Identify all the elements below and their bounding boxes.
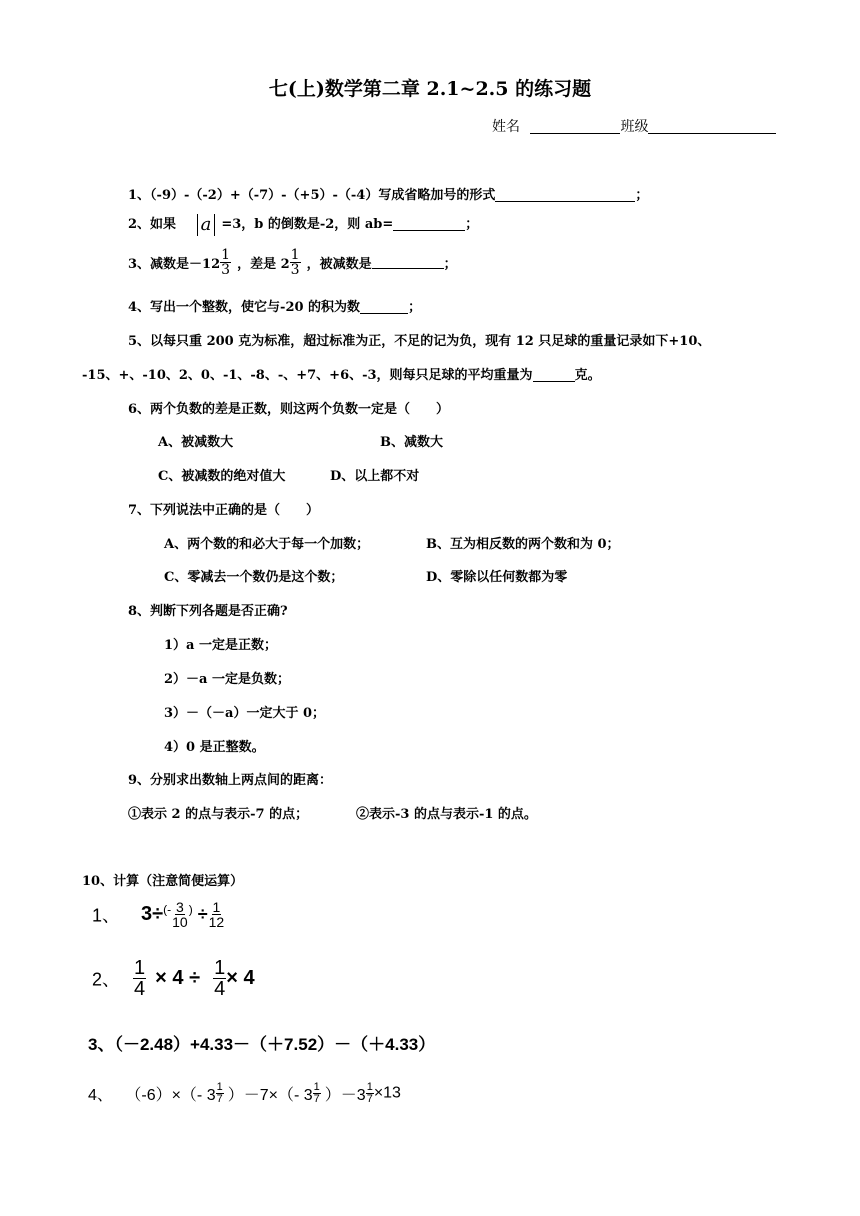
fraction-one-seventh-b: $\frac{1}{7}$	[313, 1081, 320, 1105]
calc-4-index: 4、	[88, 1087, 113, 1104]
question-9-stem: 9、分别求出数轴上两点间的距离：	[128, 773, 333, 788]
answer-blank-1[interactable]	[495, 187, 635, 202]
answer-blank-3[interactable]	[372, 254, 444, 269]
calc-2-index: 2、	[92, 969, 121, 990]
page-title: 七(上)数学第二章 2.1~2.5 的练习题	[268, 78, 592, 100]
name-class-line	[492, 116, 776, 136]
question-2-post: =3，b 的倒数是-2，则 ab=	[221, 217, 394, 232]
question-5-end: 克。	[574, 368, 601, 383]
calc-2	[92, 958, 255, 999]
calc-1-dividend: 3÷	[141, 903, 164, 925]
question-7-stem: 7、下列说法中正确的是（ ）	[128, 503, 320, 518]
class-blank[interactable]	[648, 119, 776, 134]
calc-4-part-b: ）－7×（- 3	[227, 1087, 313, 1104]
calc-1-divide: ÷	[197, 904, 208, 924]
answer-blank-5[interactable]	[533, 367, 575, 382]
calc-2-end: × 4	[226, 967, 255, 989]
calc-1	[92, 900, 225, 929]
answer-blank-2[interactable]	[393, 216, 465, 231]
calc-2-middle: × 4 ÷	[155, 967, 201, 989]
question-4	[128, 296, 421, 315]
calc-1-close-paren: )	[188, 902, 193, 917]
question-1-end: ；	[635, 188, 649, 203]
fraction-one-third-a: $\frac{1}{3}$	[221, 247, 231, 278]
fraction-one-quarter-a: $\frac{1}{4}$	[134, 957, 146, 1000]
question-8-stem: 8、判断下列各题是否正确?	[128, 604, 288, 619]
fraction-one-seventh-a: $\frac{1}{7}$	[216, 1081, 223, 1105]
option-7c[interactable]: C、零减去一个数仍是这个数；	[164, 570, 344, 585]
option-6c[interactable]: C、被减数的绝对值大	[158, 469, 286, 484]
answer-blank-4[interactable]	[360, 299, 408, 314]
question-3-post: ，被减数是	[306, 257, 372, 272]
option-7b[interactable]: B、互为相反数的两个数和为 0；	[426, 537, 620, 552]
question-3-end: ；	[443, 257, 457, 272]
question-3-pre: 3、减数是－12	[128, 257, 221, 272]
calc-3: 3、（－2.48）+4.33－（＋7.52）－（＋4.33）	[88, 1035, 436, 1054]
class-label: 班级	[620, 119, 649, 135]
question-2-pre: 2、如果	[128, 217, 177, 232]
fraction-one-third-b: $\frac{1}{3}$	[290, 247, 300, 278]
question-8-item: 4）0 是正整数。	[164, 740, 265, 755]
calc-4-part-a: （-6）×（- 3	[125, 1087, 216, 1104]
question-9-part-2: ②表示-3 的点与表示-1 的点。	[356, 807, 537, 822]
fraction-one-seventh-c: $\frac{1}{7}$	[366, 1081, 373, 1105]
question-8-item: 2）－a 一定是负数；	[164, 672, 290, 687]
question-10-stem: 10、计算（注意简便运算）	[82, 874, 244, 889]
question-9-part-1: ①表示 2 的点与表示-7 的点；	[128, 807, 309, 822]
question-8-item: 1）a 一定是正数；	[164, 638, 277, 653]
question-2-end: ；	[465, 217, 479, 232]
name-blank[interactable]	[530, 119, 620, 134]
question-4-end: ；	[408, 300, 422, 315]
question-4-text: 4、写出一个整数，使它与-20 的积为数	[128, 300, 361, 315]
option-6b[interactable]: B、减数大	[380, 435, 443, 450]
calc-4	[88, 1082, 401, 1105]
question-5-line-1: 5、以每只重 200 克为标准，超过标准为正，不足的记为负，现有 12 只足球的重量记录如下+10、	[128, 334, 711, 349]
name-label: 姓名	[492, 119, 520, 135]
calc-1-open-paren: (-	[163, 902, 172, 917]
question-2	[128, 212, 478, 238]
calc-4-part-c: ）－3	[324, 1087, 366, 1104]
abs-value-a: a	[197, 214, 216, 236]
question-3-mid: ，差是 2	[237, 257, 290, 272]
question-1	[128, 184, 648, 203]
option-7d[interactable]: D、零除以任何数都为零	[426, 570, 568, 585]
calc-4-part-d: ×13	[373, 1084, 401, 1102]
question-5-line-2	[82, 364, 601, 383]
option-6d[interactable]: D、以上都不对	[330, 469, 420, 484]
question-8-item: 3）－（－a）一定大于 0；	[164, 706, 326, 721]
calc-1-index: 1、	[92, 905, 121, 926]
option-6a[interactable]: A、被减数大	[158, 435, 234, 450]
fraction-three-tenths: $\frac{3}{10}$	[172, 899, 188, 930]
fraction-one-quarter-b: $\frac{1}{4}$	[214, 957, 226, 1000]
fraction-one-twelfth: $\frac{1}{12}$	[208, 899, 225, 930]
question-5-text: -15、+、-10、2、0、-1、-8、-、+7、+6、-3，则每只足球的平均重量为	[82, 368, 533, 383]
question-6-stem: 6、两个负数的差是正数，则这两个负数一定是（ ）	[128, 402, 450, 417]
option-7a[interactable]: A、两个数的和必大于每一个加数；	[164, 537, 370, 552]
question-3	[128, 248, 457, 277]
question-1-text: 1、（-9）-（-2）+（-7）-（+5）-（-4）写成省略加号的形式	[128, 188, 496, 203]
